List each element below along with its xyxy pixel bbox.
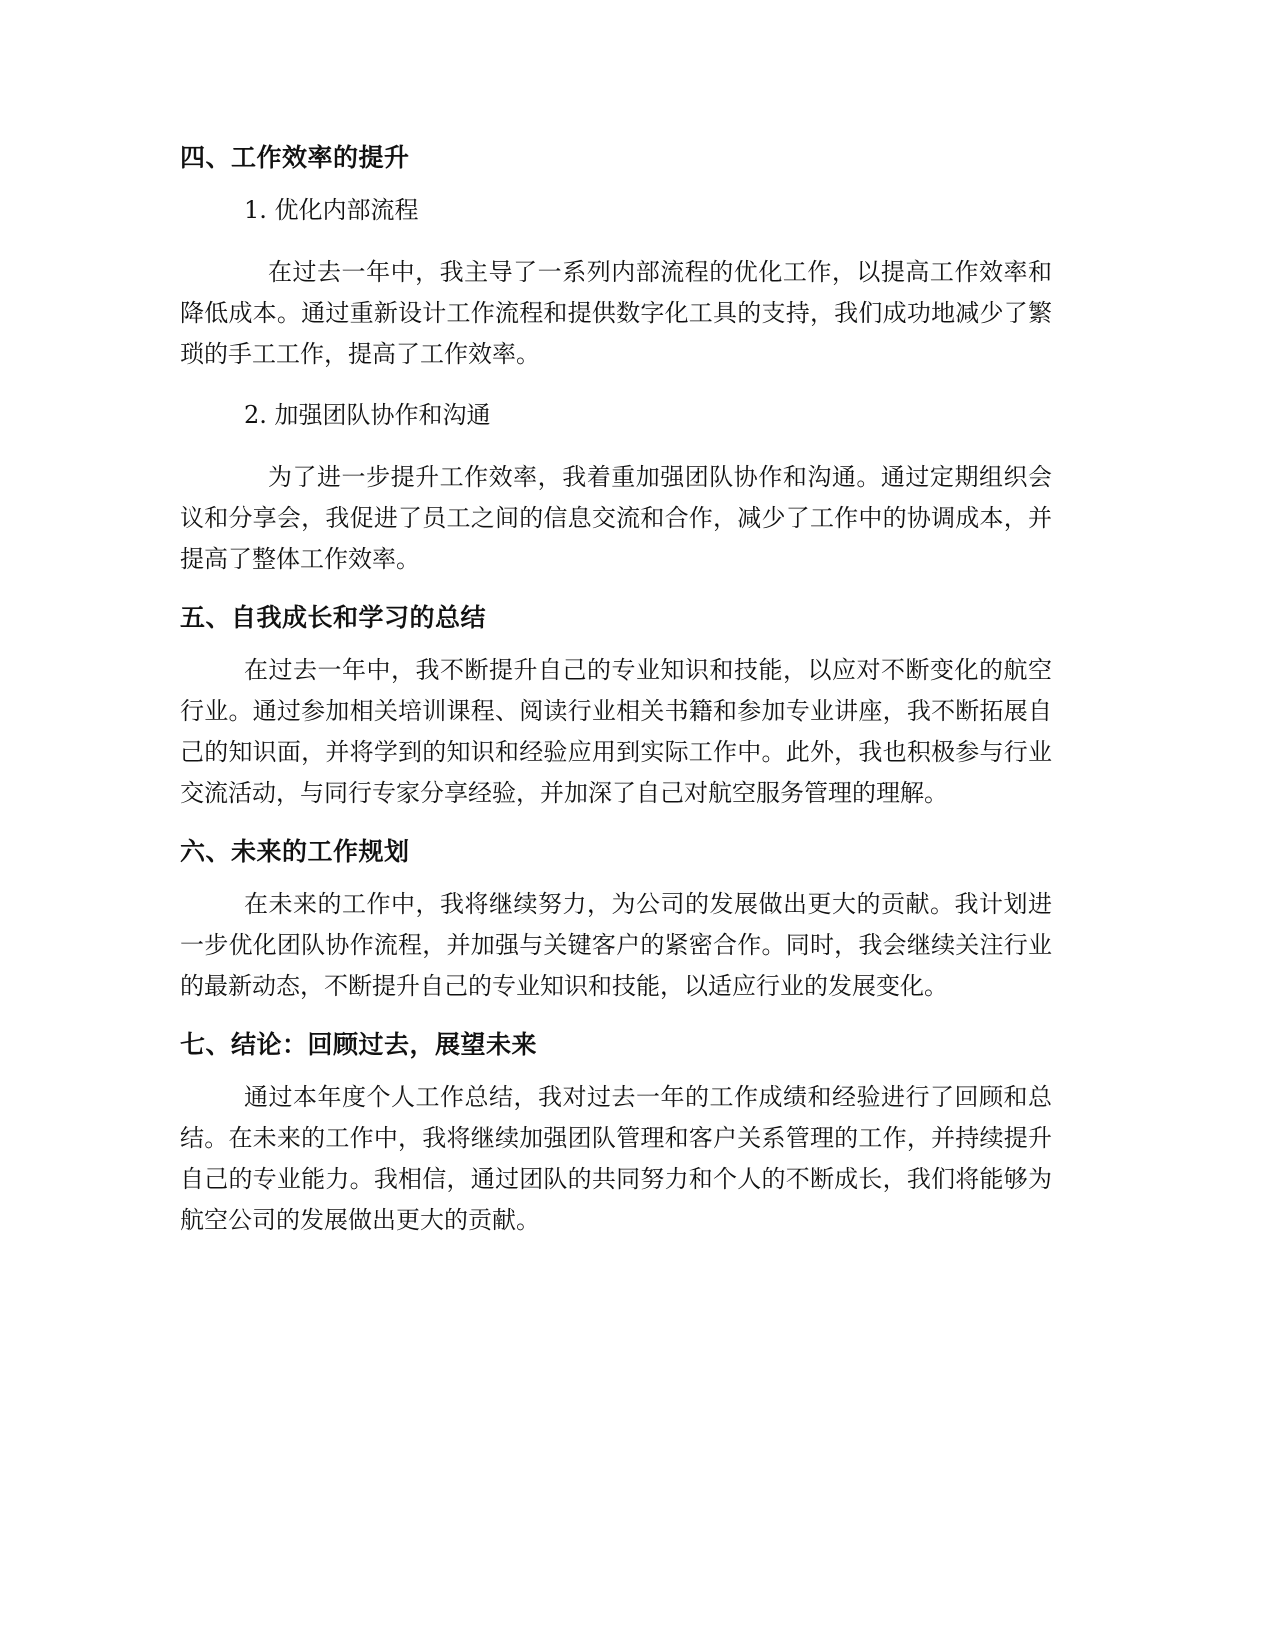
section-4-subheading-2: 2. 加强团队协作和沟通 <box>244 401 491 429</box>
section-6-heading: 六、未来的工作规划 <box>180 837 410 866</box>
section-7-paragraph: 通过本年度个人工作总结，我对过去一年的工作成绩和经验进行了回顾和总结。在未来的工作中，我将继续加强团队管理和客户关系管理的工作，并持续提升自己的专业能力。我相信，通过团队的共同努力和个人的不断成长，我们将能够为航空公司的发展做出更大的贡献。 <box>180 1083 1052 1234</box>
section-5-paragraph: 在过去一年中，我不断提升自己的专业知识和技能，以应对不断变化的航空行业。通过参加相关培训课程、阅读行业相关书籍和参加专业讲座，我不断拓展自己的知识面，并将学到的知识和经验应用到实际工作中。此外，我也积极参与行业交流活动，与同行专家分享经验，并加深了自己对航空服务管理的理解。 <box>180 656 1052 807</box>
document-page <box>180 140 1052 1241</box>
section-6-paragraph: 在未来的工作中，我将继续努力，为公司的发展做出更大的贡献。我计划进一步优化团队协作流程，并加强与关键客户的紧密合作。同时，我会继续关注行业的最新动态，不断提升自己的专业知识和技能，以适应行业的发展变化。 <box>180 890 1052 1000</box>
section-4-heading: 四、工作效率的提升 <box>180 143 410 172</box>
section-5-heading: 五、自我成长和学习的总结 <box>180 603 487 632</box>
section-4-subheading-1: 1. 优化内部流程 <box>244 196 419 224</box>
section-4-paragraph-1: 在过去一年中，我主导了一系列内部流程的优化工作，以提高工作效率和降低成本。通过重新设计工作流程和提供数字化工具的支持，我们成功地减少了繁琐的手工工作，提高了工作效率。 <box>180 258 1052 368</box>
section-4-paragraph-2: 为了进一步提升工作效率，我着重加强团队协作和沟通。通过定期组织会议和分享会，我促进了员工之间的信息交流和合作，减少了工作中的协调成本，并提高了整体工作效率。 <box>180 463 1052 573</box>
section-7-heading: 七、结论：回顾过去，展望未来 <box>180 1030 538 1059</box>
